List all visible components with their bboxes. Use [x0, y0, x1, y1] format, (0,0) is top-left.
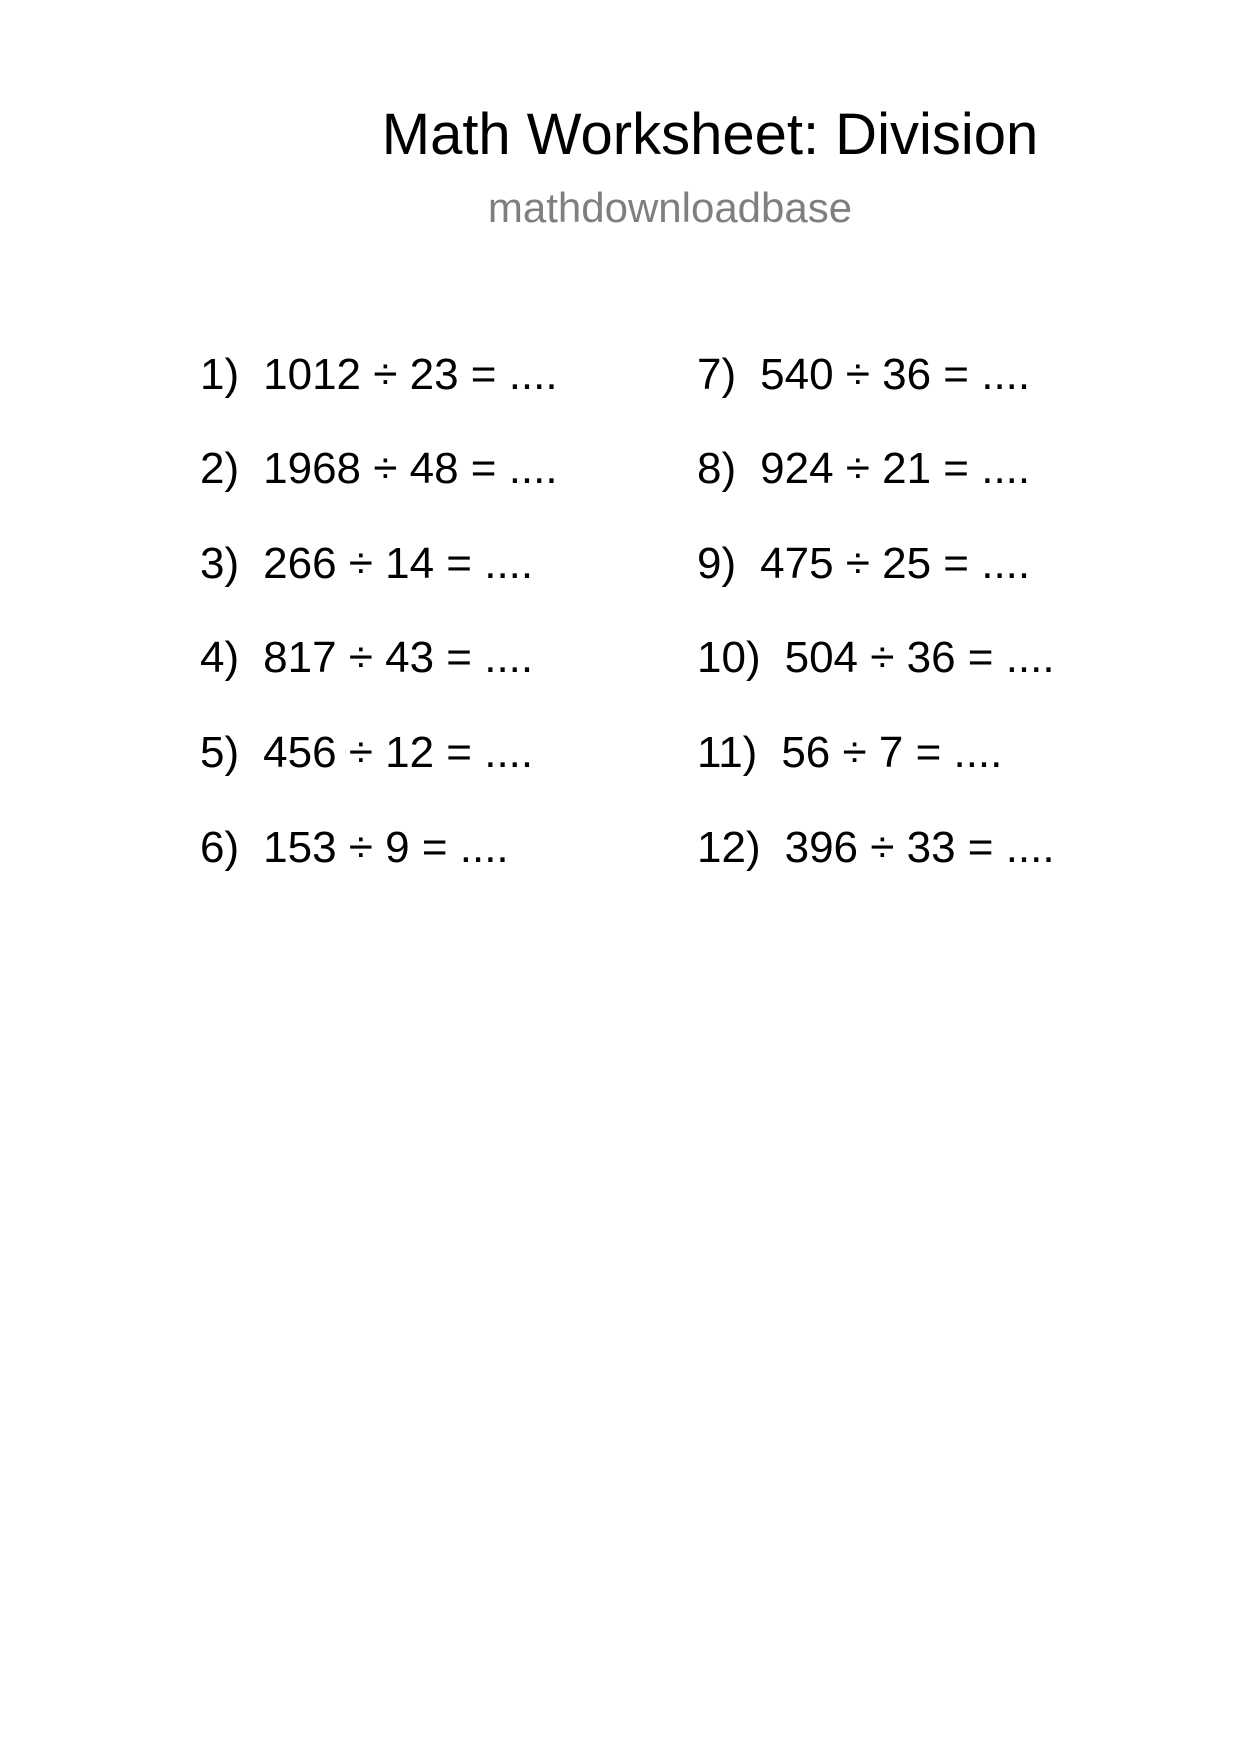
problem-number: 2) — [200, 444, 240, 493]
problem-item — [200, 822, 509, 874]
problem-expression: 396 ÷ 33 = .... — [784, 823, 1055, 872]
problem-expression: 475 ÷ 25 = .... — [760, 539, 1031, 588]
problem-number: 12) — [697, 823, 761, 872]
problem-number: 11) — [697, 728, 758, 777]
problem-expression: 456 ÷ 12 = .... — [263, 728, 534, 777]
problem-item — [200, 727, 533, 779]
problem-number: 5) — [200, 728, 240, 777]
problem-item — [200, 632, 533, 684]
problem-number: 9) — [697, 539, 737, 588]
problem-item — [697, 727, 1002, 779]
problem-item — [697, 538, 1030, 590]
problem-item — [200, 538, 533, 590]
problem-expression: 817 ÷ 43 = .... — [263, 633, 534, 682]
problem-expression: 56 ÷ 7 = .... — [781, 728, 1003, 777]
problem-number: 7) — [697, 350, 737, 399]
problem-number: 6) — [200, 823, 240, 872]
problem-expression: 504 ÷ 36 = .... — [784, 633, 1055, 682]
problem-item — [697, 632, 1055, 684]
problem-number: 1) — [200, 350, 240, 399]
problem-expression: 153 ÷ 9 = .... — [263, 823, 509, 872]
problem-item — [697, 443, 1030, 495]
problem-expression: 266 ÷ 14 = .... — [263, 539, 534, 588]
page-subtitle: mathdownloadbase — [487, 184, 853, 231]
page-title: Math Worksheet: Division — [381, 102, 1039, 167]
problem-expression: 924 ÷ 21 = .... — [760, 444, 1031, 493]
problem-expression: 1012 ÷ 23 = .... — [263, 350, 558, 399]
problem-number: 3) — [200, 539, 240, 588]
problem-number: 8) — [697, 444, 737, 493]
problem-item — [200, 443, 558, 495]
problem-expression: 1968 ÷ 48 = .... — [263, 444, 558, 493]
problem-item — [200, 349, 558, 401]
problem-expression: 540 ÷ 36 = .... — [760, 350, 1031, 399]
problem-item — [697, 349, 1030, 401]
problem-item — [697, 822, 1055, 874]
problem-number: 10) — [697, 633, 761, 682]
problem-number: 4) — [200, 633, 240, 682]
